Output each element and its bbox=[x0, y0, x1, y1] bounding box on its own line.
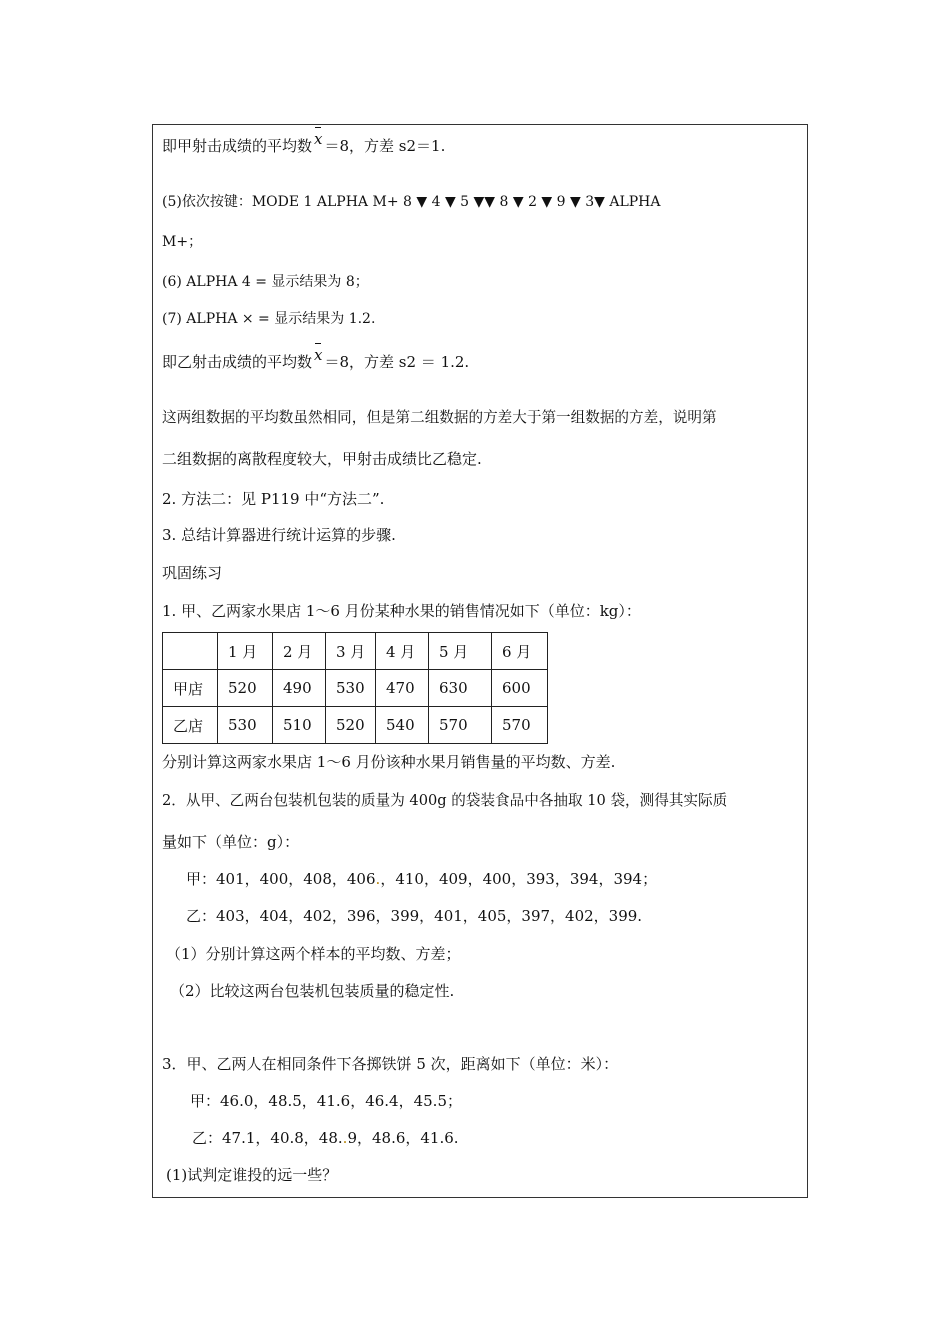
line-data-jia bbox=[186, 869, 657, 889]
table-cell: 2 月 bbox=[273, 633, 326, 670]
stray-dot-mark: . bbox=[375, 870, 381, 888]
line-exercise-2: 2．从甲、乙两台包装机包装的质量为 400g 的袋装食品中各抽取 10 袋，测得其实际质 bbox=[162, 792, 728, 809]
table-cell: 乙店 bbox=[163, 707, 218, 744]
line-question-2: （2）比较这两台包装机包装质量的稳定性. bbox=[170, 982, 455, 1000]
table-cell: 520 bbox=[218, 670, 273, 707]
table-cell: 510 bbox=[273, 707, 326, 744]
line-exercise-3: 3．甲、乙两人在相同条件下各掷铁饼 5 次，距离如下（单位：米）： bbox=[162, 1055, 619, 1073]
sales-table bbox=[162, 632, 548, 744]
text-span: 甲：401，400，408，406 bbox=[186, 870, 376, 888]
table-cell: 3 月 bbox=[326, 633, 376, 670]
table-cell: 470 bbox=[376, 670, 429, 707]
table-row bbox=[163, 707, 548, 744]
table-cell bbox=[163, 633, 218, 670]
table-cell: 5 月 bbox=[429, 633, 492, 670]
table-cell: 530 bbox=[326, 670, 376, 707]
line-mean-jia bbox=[162, 130, 446, 156]
table-cell: 530 bbox=[218, 707, 273, 744]
table-cell: 520 bbox=[326, 707, 376, 744]
text-span: ＝8，方差 s2 ＝ 1.2. bbox=[324, 353, 470, 371]
line-data-yi: 乙：403，404，402，396，399，401，405，397，402，399. bbox=[186, 907, 643, 925]
text-span: 即甲射击成绩的平均数 bbox=[162, 137, 313, 155]
stray-dot-mark: . bbox=[342, 1129, 348, 1147]
x-bar-symbol: x bbox=[314, 346, 323, 364]
line-exercise-1: 1. 甲、乙两家水果店 1～6 月份某种水果的销售情况如下（单位：kg）： bbox=[162, 602, 641, 620]
line-conclusion-2: 二组数据的离散程度较大，甲射击成绩比乙稳定. bbox=[162, 450, 482, 468]
line-mean-yi bbox=[162, 346, 470, 372]
table-cell: 490 bbox=[273, 670, 326, 707]
text-span: ，410，409，400，393，394，394； bbox=[380, 870, 658, 888]
table-cell: 540 bbox=[376, 707, 429, 744]
line-step5: (5)依次按键：MODE 1 ALPHA M+ 8 ▼ 4 ▼ 5 ▼▼ 8 ▼ 2 ▼ 9 ▼ 3▼ ALPHA bbox=[162, 194, 661, 210]
table-cell: 600 bbox=[492, 670, 548, 707]
table-header-row bbox=[163, 633, 548, 670]
line-step7: (7) ALPHA × = 显示结果为 1.2. bbox=[162, 311, 376, 327]
table-cell: 4 月 bbox=[376, 633, 429, 670]
table-cell: 1 月 bbox=[218, 633, 273, 670]
line-step6: (6) ALPHA 4 = 显示结果为 8； bbox=[162, 274, 369, 290]
text-span: 即乙射击成绩的平均数 bbox=[162, 353, 313, 371]
line-question-3-1: (1)试判定谁投的远一些？ bbox=[166, 1166, 338, 1184]
line-step5-cont: M+； bbox=[162, 234, 203, 250]
line-question-1: （1）分别计算这两个样本的平均数、方差； bbox=[166, 945, 461, 963]
table-cell: 570 bbox=[492, 707, 548, 744]
line-exercise-2-cont: 量如下（单位：g）： bbox=[162, 833, 300, 851]
line-summary: 3. 总结计算器进行统计运算的步骤. bbox=[162, 526, 396, 544]
text-span: ＝8，方差 s2＝1. bbox=[324, 137, 446, 155]
table-row bbox=[163, 670, 548, 707]
table-cell: 630 bbox=[429, 670, 492, 707]
text-span: 9，48.6，41.6. bbox=[347, 1129, 459, 1147]
line-exercise-1-task: 分别计算这两家水果店 1～6 月份该种水果月销售量的平均数、方差. bbox=[162, 753, 616, 771]
line-method-two: 2. 方法二：见 P119 中“方法二”. bbox=[162, 490, 385, 508]
section-title-practice: 巩固练习 bbox=[162, 564, 223, 582]
table-cell: 甲店 bbox=[163, 670, 218, 707]
text-span: 乙：47.1，40.8，48. bbox=[192, 1129, 343, 1147]
line-distance-yi bbox=[192, 1128, 459, 1148]
line-distance-jia: 甲：46.0，48.5，41.6，46.4，45.5； bbox=[190, 1092, 462, 1110]
table-cell: 570 bbox=[429, 707, 492, 744]
table-cell: 6 月 bbox=[492, 633, 548, 670]
x-bar-symbol: x bbox=[314, 130, 323, 148]
line-conclusion-1: 这两组数据的平均数虽然相同，但是第二组数据的方差大于第一组数据的方差，说明第 bbox=[162, 409, 717, 426]
